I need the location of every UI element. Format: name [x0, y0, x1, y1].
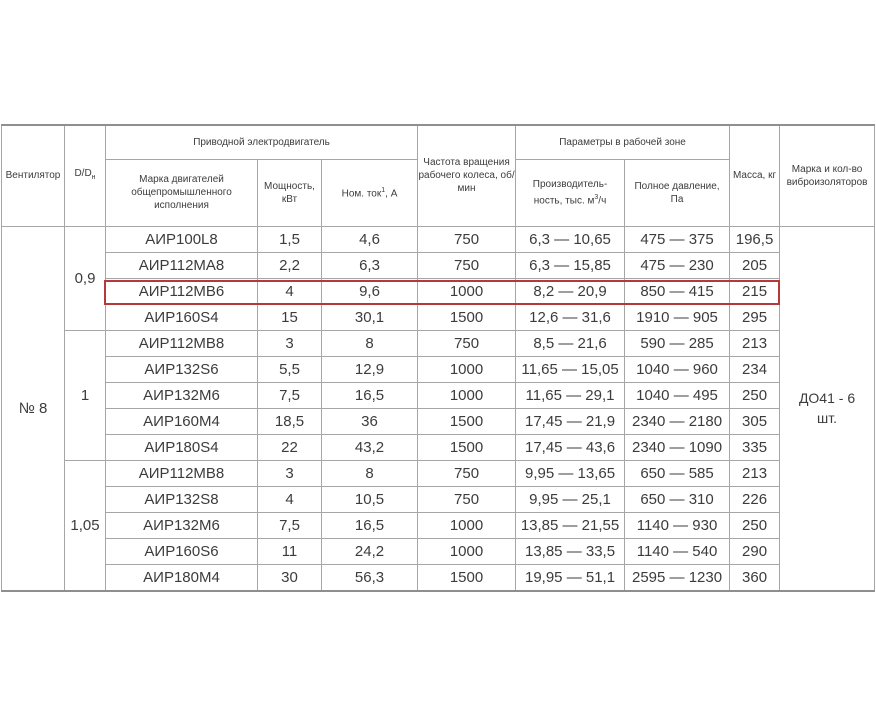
motor-cell: АИР132М6 [106, 512, 258, 538]
header-flow-sup: 3 [594, 193, 599, 201]
current-cell: 8 [322, 330, 418, 356]
power-cell: 7,5 [258, 512, 322, 538]
speed-cell: 750 [418, 486, 516, 512]
header-ratio [65, 125, 106, 226]
fan-spec-table [1, 124, 875, 592]
current-cell: 43,2 [322, 434, 418, 460]
ratio-cell: 0,9 [65, 226, 106, 330]
flow-cell: 13,85 — 33,5 [516, 538, 625, 564]
header-flow-text: Производитель-ность, тыс. м [532, 178, 608, 207]
flow-cell: 8,2 — 20,9 [516, 278, 625, 304]
motor-cell: АИР132М6 [106, 382, 258, 408]
current-cell: 16,5 [322, 382, 418, 408]
power-cell: 3 [258, 330, 322, 356]
motor-cell: АИР112МВ6 [106, 278, 258, 304]
mass-cell: 360 [730, 564, 780, 591]
mass-cell: 290 [730, 538, 780, 564]
power-cell: 15 [258, 304, 322, 330]
power-cell: 30 [258, 564, 322, 591]
current-cell: 8 [322, 460, 418, 486]
table-row [2, 564, 875, 591]
pressure-cell: 2595 — 1230 [625, 564, 730, 591]
flow-cell: 9,95 — 25,1 [516, 486, 625, 512]
fan-name-cell: № 8 [2, 226, 65, 591]
mass-cell: 250 [730, 512, 780, 538]
flow-cell: 6,3 — 15,85 [516, 252, 625, 278]
header-params-group: Параметры в рабочей зоне [516, 125, 730, 159]
power-cell: 4 [258, 278, 322, 304]
table-header [2, 125, 875, 226]
current-cell: 16,5 [322, 512, 418, 538]
pressure-cell: 850 — 415 [625, 278, 730, 304]
header-ratio-text: D/D [74, 168, 92, 180]
table-row [2, 460, 875, 486]
mass-cell: 250 [730, 382, 780, 408]
pressure-cell: 1140 — 540 [625, 538, 730, 564]
table-row [2, 434, 875, 460]
header-isolators: Марка и кол-во виброизоляторов [780, 125, 875, 226]
power-cell: 18,5 [258, 408, 322, 434]
speed-cell: 750 [418, 330, 516, 356]
motor-cell: АИР112МА8 [106, 252, 258, 278]
mass-cell: 335 [730, 434, 780, 460]
speed-cell: 1000 [418, 382, 516, 408]
power-cell: 5,5 [258, 356, 322, 382]
pressure-cell: 590 — 285 [625, 330, 730, 356]
table-row [2, 512, 875, 538]
motor-cell: АИР132S8 [106, 486, 258, 512]
pressure-cell: 1040 — 495 [625, 382, 730, 408]
header-flow-unit: /ч [598, 195, 607, 207]
flow-cell: 11,65 — 15,05 [516, 356, 625, 382]
table-row [2, 252, 875, 278]
current-cell: 6,3 [322, 252, 418, 278]
flow-cell: 17,45 — 21,9 [516, 408, 625, 434]
pressure-cell: 1140 — 930 [625, 512, 730, 538]
speed-cell: 1500 [418, 304, 516, 330]
current-cell: 30,1 [322, 304, 418, 330]
motor-cell: АИР160S4 [106, 304, 258, 330]
flow-cell: 11,65 — 29,1 [516, 382, 625, 408]
header-current [322, 159, 418, 226]
current-cell: 9,6 [322, 278, 418, 304]
motor-cell: АИР160S6 [106, 538, 258, 564]
power-cell: 22 [258, 434, 322, 460]
pressure-cell: 2340 — 1090 [625, 434, 730, 460]
mass-cell: 205 [730, 252, 780, 278]
power-cell: 3 [258, 460, 322, 486]
flow-cell: 6,3 — 10,65 [516, 226, 625, 252]
pressure-cell: 650 — 310 [625, 486, 730, 512]
header-motor-brand: Марка двигателей общепромышленного исполнения [106, 159, 258, 226]
speed-cell: 1000 [418, 538, 516, 564]
header-motor-group: Приводной электродвигатель [106, 125, 418, 159]
power-cell: 11 [258, 538, 322, 564]
mass-cell: 226 [730, 486, 780, 512]
power-cell: 2,2 [258, 252, 322, 278]
mass-cell: 196,5 [730, 226, 780, 252]
header-power: Мощность, кВт [258, 159, 322, 226]
header-ratio-sub: н [91, 174, 96, 182]
current-cell: 56,3 [322, 564, 418, 591]
power-cell: 4 [258, 486, 322, 512]
header-current-text: Ном. ток [341, 188, 382, 200]
speed-cell: 1000 [418, 512, 516, 538]
flow-cell: 9,95 — 13,65 [516, 460, 625, 486]
flow-cell: 13,85 — 21,55 [516, 512, 625, 538]
current-cell: 4,6 [322, 226, 418, 252]
pressure-cell: 475 — 230 [625, 252, 730, 278]
speed-cell: 750 [418, 226, 516, 252]
motor-cell: АИР132S6 [106, 356, 258, 382]
speed-cell: 1500 [418, 564, 516, 591]
power-cell: 1,5 [258, 226, 322, 252]
header-current-unit: , А [385, 188, 398, 200]
speed-cell: 1500 [418, 408, 516, 434]
speed-cell: 1500 [418, 434, 516, 460]
motor-cell: АИР180М4 [106, 564, 258, 591]
current-cell: 36 [322, 408, 418, 434]
mass-cell: 295 [730, 304, 780, 330]
speed-cell: 750 [418, 460, 516, 486]
mass-cell: 213 [730, 330, 780, 356]
pressure-cell: 1910 — 905 [625, 304, 730, 330]
table-row [2, 538, 875, 564]
table-row [2, 278, 875, 304]
motor-cell: АИР160М4 [106, 408, 258, 434]
motor-cell: АИР112МВ8 [106, 460, 258, 486]
power-cell: 7,5 [258, 382, 322, 408]
mass-cell: 215 [730, 278, 780, 304]
current-cell: 12,9 [322, 356, 418, 382]
mass-cell: 305 [730, 408, 780, 434]
pressure-cell: 475 — 375 [625, 226, 730, 252]
table-row [2, 408, 875, 434]
isolators-cell: ДО41 - 6 шт. [780, 226, 875, 591]
ratio-cell: 1 [65, 330, 106, 460]
motor-cell: АИР112МВ8 [106, 330, 258, 356]
motor-cell: АИР180S4 [106, 434, 258, 460]
header-fan: Вентилятор [2, 125, 65, 226]
header-current-sup: 1 [381, 187, 386, 195]
current-cell: 24,2 [322, 538, 418, 564]
table-row [2, 330, 875, 356]
pressure-cell: 1040 — 960 [625, 356, 730, 382]
table-row [2, 226, 875, 252]
flow-cell: 19,95 — 51,1 [516, 564, 625, 591]
table-row [2, 304, 875, 330]
speed-cell: 750 [418, 252, 516, 278]
flow-cell: 12,6 — 31,6 [516, 304, 625, 330]
table-row [2, 356, 875, 382]
table-body [2, 226, 875, 591]
speed-cell: 1000 [418, 278, 516, 304]
header-speed: Частота вращения рабочего колеса, об/мин [418, 125, 516, 226]
speed-cell: 1000 [418, 356, 516, 382]
table-row [2, 382, 875, 408]
header-flow [516, 159, 625, 226]
motor-cell: АИР100L8 [106, 226, 258, 252]
table-row [2, 486, 875, 512]
current-cell: 10,5 [322, 486, 418, 512]
pressure-cell: 2340 — 2180 [625, 408, 730, 434]
ratio-cell: 1,05 [65, 460, 106, 591]
flow-cell: 17,45 — 43,6 [516, 434, 625, 460]
header-mass: Масса, кг [730, 125, 780, 226]
header-pressure: Полное давление, Па [625, 159, 730, 226]
mass-cell: 213 [730, 460, 780, 486]
mass-cell: 234 [730, 356, 780, 382]
pressure-cell: 650 — 585 [625, 460, 730, 486]
flow-cell: 8,5 — 21,6 [516, 330, 625, 356]
